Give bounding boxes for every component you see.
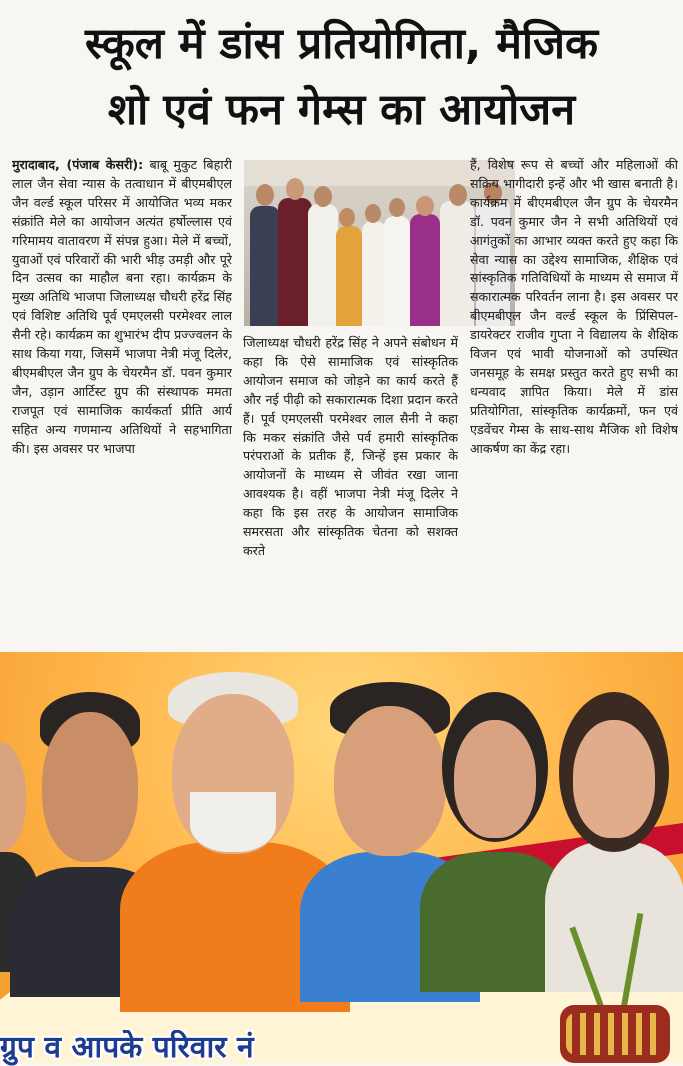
ad-slogan-text: ग्रुप व आपके परिवार नं [0,1030,254,1065]
headline [0,0,683,150]
ad-drum-graphic [560,1005,670,1063]
article-column-3-text: हैं, विशेष रूप से बच्चों और महिलाओं की सक्रिय भागीदारी इन्हें और भी खास बनाती है। कार्यक्रम में बीएमबीएल जैन ग्रुप के चेयरमैन डॉ. पवन कुमार जैन ने सभी अतिथियों एवं आगंतुकों का आभार व्यक्त करते हुए कहा कि सेवा न्यास का उद्देश्य सामाजिक, शैक्षिक एवं सांस्कृतिक गतिविधियों के माध्यम से समाज में सकारात्मक परिवर्तन लाना है। इस अवसर पर बीएमबीएल जैन वर्ल्ड स्कूल के प्रिंसिपल-डायरेक्टर राजीव गुप्ता ने विद्यालय के शैक्षिक विजन एवं भावी योजनाओं को उपस्थित जनसमूह के समक्ष प्रस्तुत करते हुए सभी का धन्यवाद ज्ञापित किया। मेले में डांस प्रतियोगिता, सांस्कृतिक कार्यक्रमों, फन एवं एडवेंचर गेम्स के साथ-साथ मैजिक शो विशेष आकर्षण का केंद्र रहा। [470,157,678,456]
article-column-1 [12,156,232,641]
article-column-2 [243,334,458,642]
article-column-1-text: बाबू मुकुट बिहारी लाल जैन सेवा न्यास के तत्वाधान में बीएमबीएल जैन वर्ल्ड स्कूल परिसर में आयोजित भव्य मकर संक्रांति मेले का आयोजन अत्यंत हर्षोल्लास एवं गरिमामय वातावरण में संपन्न हुआ। मेले में बच्चों, युवाओं एवं परिवारों की भारी भीड़ उमड़ी और पूरे दिन उत्सव का माहौल बना रहा। कार्यक्रम के मुख्य अतिथि भाजपा जिलाध्यक्ष चौधरी हरेंद्र सिंह एवं विशिष्ट अतिथि पूर्व एमएलसी परमेश्वर लाल सैनी रहे। कार्यक्रम का शुभारंभ दीप प्रज्ज्वलन के साथ किया गया, जिसमें भाजपा नेत्री मंजू दिलेर, बीएमबीएल जैन ग्रुप के चेयरमैन डॉ. पवन कुमार जैन, उड़ान आर्टिस्ट ग्रुप की संस्थापक ममता राजपूत एवं सामाजिक कार्यकर्ता प्रीति आर्य सहित अन्य गणमान्य अतिथियों ने सहभागिता की। इस अवसर पर भाजपा [12,157,232,456]
article-column-3 [470,156,678,641]
dateline: मुरादाबाद, (पंजाब केसरी): [12,157,144,172]
ad-portrait-6 [545,692,683,992]
article-column-2-text: जिलाध्यक्ष चौधरी हरेंद्र सिंह ने अपने संबोधन में कहा कि ऐसे सामाजिक एवं सांस्कृतिक आयोजन समाज को जोड़ने का कार्य करते हैं और नई पीढ़ी को सकारात्मक दिशा प्रदान करते हैं। पूर्व एमएलसी परमेश्वर लाल सैनी ने कहा कि मकर संक्रांति जैसे पर्व हमारी सांस्कृतिक परंपराओं के प्रतीक हैं, जिन्हें इस प्रकार के आयोजनों के माध्यम से जीवंत रखा जाना आवश्यक है। वहीं भाजपा नेत्री मंजू दिलेर ने कहा कि इस तरह के आयोजन सामाजिक समरसता और सांस्कृतिक चेतना को सशक्त करते [243,335,458,558]
headline-line-2: शो एवं फन गेम्स का आयोजन [107,85,576,135]
headline-line-1: स्कूल में डांस प्रतियोगिता, मैजिक [84,19,598,69]
advertisement-banner [0,652,683,1063]
